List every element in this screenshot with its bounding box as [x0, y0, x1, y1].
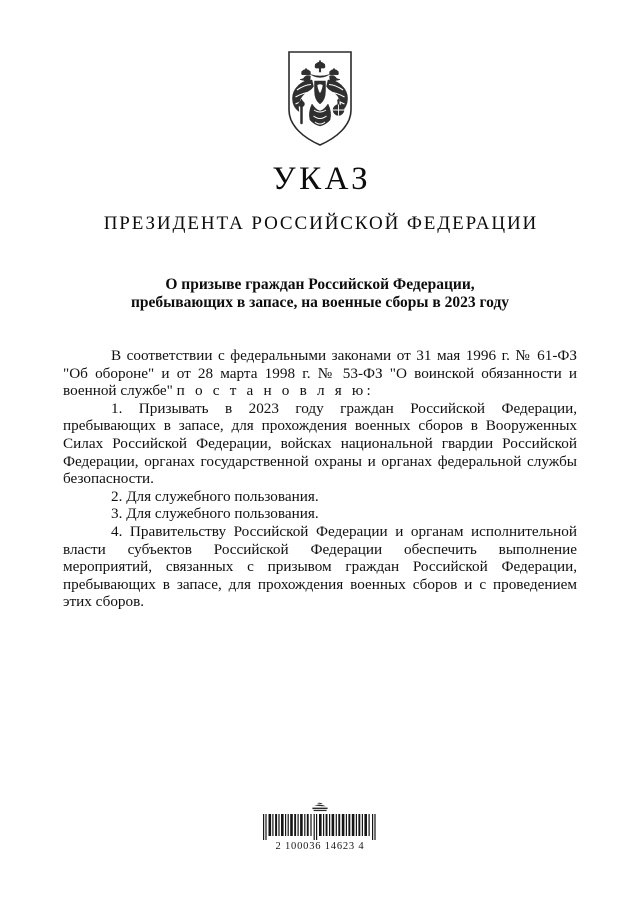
clause-4: 4. Правительству Российской Федерации и органам исполнительной власти субъектов Российской Федерации обеспечить выполнение мероприятий, связанных с призывом граждан Российской Федерации, пребывающих в запасе, для прохождения военных сборов и с проведением этих сборов.	[63, 522, 577, 611]
russian-coat-of-arms-icon	[284, 48, 356, 148]
document-subject-heading	[70, 276, 570, 312]
preamble-lead-text: В соответствии с федеральными законами от 31 мая 1996 г. № 61-ФЗ "Об обороне" и от 28 марта 1998 г. № 53-ФЗ "О воинской обязанности и военной службе"	[63, 347, 577, 400]
barcode-icon	[262, 814, 378, 840]
heading-line-2: пребывающих в запасе, на военные сборы в 2023 году	[130, 294, 510, 311]
publisher-mark-icon	[309, 802, 331, 813]
decree-verb: п о с т а н о в л я ю:	[176, 382, 374, 400]
coat-of-arms-container	[0, 48, 640, 148]
issuing-authority: ПРЕЗИДЕНТА РОССИЙСКОЙ ФЕДЕРАЦИИ	[103, 213, 539, 234]
page-title: УКАЗ	[272, 161, 372, 197]
clause-3: 3. Для служебного пользования.	[111, 505, 319, 523]
document-body	[63, 347, 577, 611]
barcode-block	[0, 802, 640, 853]
heading-line-1: О призыве граждан Российской Федерации,	[165, 276, 475, 293]
clause-1: 1. Призывать в 2023 году граждан Российской Федерации, пребывающих в запасе, для прохождения военных сборов в Вооруженных Силах Российской Федерации, войсках национальной гвардии Российской Федерации, органах государственной охраны и органах федеральной службы безопасности.	[63, 399, 577, 488]
clause-2: 2. Для служебного пользования.	[111, 487, 319, 505]
preamble-paragraph	[63, 347, 577, 400]
document-title-block	[0, 160, 640, 236]
barcode-number: 2 100036 14623 4	[275, 841, 365, 852]
